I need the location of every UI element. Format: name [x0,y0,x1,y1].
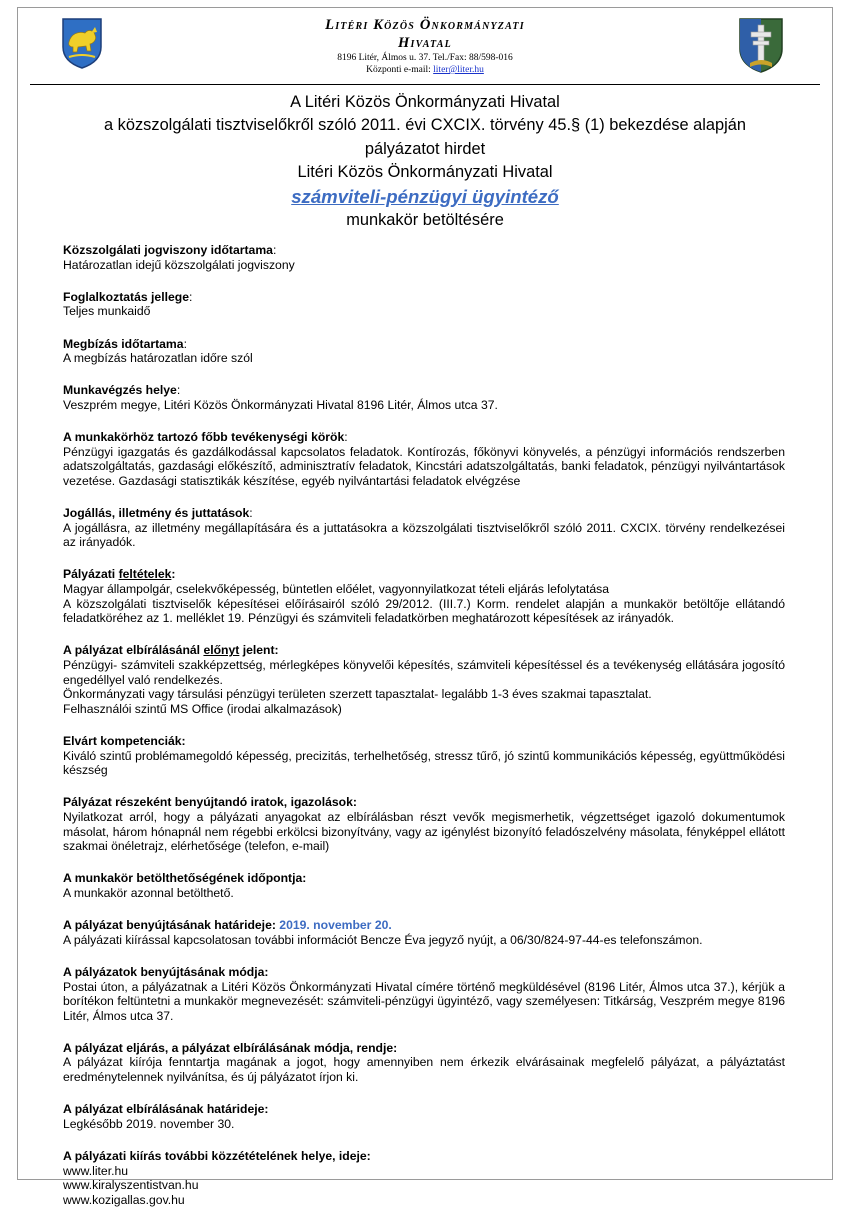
section-text: Önkormányzati vagy társulási pénzügyi területen szerzett tapasztalat- legalább 1-3 éves szakmai tapasztalat. [63,687,652,702]
title-line-3: pályázatot hirdet [364,139,486,158]
section-start-date [63,871,785,900]
section-text: A pályázati kiírással kapcsolatosan további információt Bencze Éva jegyző nyújt, a 06/30/824-97-44-es telefonszámon. [63,932,703,947]
section-text: A megbízás határozatlan időre szól [63,351,253,366]
section-text: A pályázat kiírója fenntartja magának a jogot, hogy amennyiben nem érkezik elvárásainak megfelelő pályázat, a pályáztatást eredménytelennek nyilvánítsa, és új pályázatot írjon ki. [63,1055,785,1085]
organization-address: 8196 Litér, Álmos u. 37. Tel./Fax: 88/598-016 [337,53,513,63]
section-competencies [63,734,785,778]
section-text: Kiváló szintű problémamegoldó képesség, precizitás, terhelhetőség, stressz tűrő, jó szintű kommunikációs képesség, együttműködési készség [63,748,785,778]
section-text: Pénzügyi igazgatás és gazdálkodással kapcsolatos feladatok. Kontírozás, főkönyvi könyvelés, a pénzügyi információs rendszerben adatszolgáltatás, gazdasági előkészítő, adminisztratív feladatok, Kincstári adatszolgáltatás, banki feladatok, pénzügyi nyilvántartások vezetése. Gazdasági statisztikák készítése, egyéb nyilvántartási feladatok elvégzése [63,444,785,488]
letterhead [180,16,670,76]
section-heading: A pályázat elbírálásának határideje: [63,1102,269,1117]
announcement-body [63,243,785,1225]
section-heading: Pályázat részeként benyújtandó iratok, igazolások: [63,795,357,810]
section-text: Magyar állampolgár, cselekvőképesség, büntetlen előélet, vagyonnyilatkozat tételi eljárás lefolytatása [63,582,610,597]
section-heading: Foglalkoztatás jellege: [63,289,193,304]
email-link[interactable]: liter@liter.hu [433,65,484,75]
section-employment-type [63,290,785,319]
section-evaluation-deadline [63,1102,785,1131]
county-coat-of-arms-icon [738,17,784,73]
announcement-title [30,91,820,232]
section-duties [63,430,785,488]
section-duration [63,243,785,272]
village-coat-of-arms-icon [61,17,103,69]
section-text: A jogállásra, az illetmény megállapítására és a juttatásokra a közszolgálati tisztviselőkről szóló 2011. CXCIX. törvény rendelkezései az irányadók. [63,520,785,550]
section-heading: Közszolgálati jogviszony időtartama: [63,243,277,257]
section-text: Postai úton, a pályázatnak a Litéri Közös Önkormányzati Hivatal címére történő megküldésével (8196 Litér, Álmos utca 37.), kérjük a borítékon feltüntetni a munkakör megnevezését: számviteli-pénzügyi ügyintéző, vagy személyesen: Titkárság, Veszprém megye 8196 Litér, Álmos utca 37. [63,979,785,1023]
organization-name-line2: Hivatal [398,35,452,51]
section-heading: A pályázat benyújtásának határideje: 2019. november 20. [63,918,392,933]
section-heading: A pályázat eljárás, a pályázat elbírálásának módja, rendje: [63,1040,398,1055]
section-requirements [63,567,785,625]
title-line-4: Litéri Közös Önkormányzati Hivatal [297,163,553,182]
section-text: Nyilatkozat arról, hogy a pályázati anyagokat az elbírálásban részt vevők megismerhetik, végzettséget igazoló dokumentumok másolat, három hónapnál nem régebbi erkölcsi bizonyítvány, vagy az igénylést bizonyító feladószelvény másolata, fényképpel ellátott szakmai önéletrajz, elérhetősége (telefon, e-mail) [63,809,785,854]
section-assignment-duration [63,337,785,366]
deadline-date: 2019. november 20. [279,918,392,933]
section-heading: A pályázat elbírálásánál előnyt jelent: [63,643,279,658]
section-text: Pénzügyi- számviteli szakképzettség, mérlegképes könyvelői képesítés, számviteli képesítéssel és a tevékenység ellátására jogosító engedéllyel való rendelkezés. [63,658,785,687]
section-heading: A pályázatok benyújtásának módja: [63,964,269,979]
publication-link[interactable]: www.liter.hu [63,1163,129,1178]
section-heading: Pályázati feltételek: [63,567,176,582]
section-text: A közszolgálati tisztviselők képesítései előírásairól szóló 29/2012. (III.7.) Korm. rendelet alapján a munkakör betöltője ellátandó feladatköréhez az 1. melléklet 19. Pénzügyi és számviteli feladatkörben meghatározott képesítések az irányadók. [63,596,785,626]
section-submission-method [63,965,785,1023]
section-heading: Megbízás időtartama: [63,336,187,351]
section-legal-status [63,506,785,550]
section-text: Határozatlan idejű közszolgálati jogviszony [63,257,295,272]
section-procedure [63,1041,785,1085]
section-heading: Munkavégzés helye: [63,383,181,398]
section-advantages [63,643,785,716]
section-heading: A munkakör betölthetőségének időpontja: [63,871,307,886]
email-label: Központi e-mail: [366,65,431,75]
section-heading: A munkakörhöz tartozó főbb tevékenységi körök: [63,430,348,445]
section-text: Teljes munkaidő [63,304,151,319]
section-documents [63,795,785,853]
section-publication [63,1149,785,1207]
section-heading: Jogállás, illetmény és juttatások: [63,506,253,521]
publication-link[interactable]: www.kozigallas.gov.hu [63,1192,185,1207]
title-line-2: a közszolgálati tisztviselőkről szóló 2011. évi CXCIX. törvény 45.§ (1) bekezdése alapján [104,116,746,135]
title-line-6: munkakör betöltésére [346,210,504,229]
position-title: számviteli-pénzügyi ügyintéző [291,185,559,207]
section-text: Felhasználói szintű MS Office (irodai alkalmazások) [63,701,342,716]
title-line-1: A Litéri Közös Önkormányzati Hivatal [290,93,560,111]
section-heading: Elvárt kompetenciák: [63,734,186,748]
organization-name-line1: Litéri Közös Önkormányzati [325,17,525,33]
section-submission-deadline [63,918,785,947]
section-text: A munkakör azonnal betölthető. [63,885,234,900]
section-heading: A pályázati kiírás további közzétételének helye, ideje: [63,1149,371,1164]
section-workplace [63,383,785,412]
publication-link[interactable]: www.kiralyszentistvan.hu [63,1178,199,1193]
header-divider [30,84,820,85]
section-text: Veszprém megye, Litéri Közös Önkormányzati Hivatal 8196 Litér, Álmos utca 37. [63,397,498,412]
organization-email-line [180,64,670,76]
section-text: Legkésőbb 2019. november 30. [63,1116,235,1131]
